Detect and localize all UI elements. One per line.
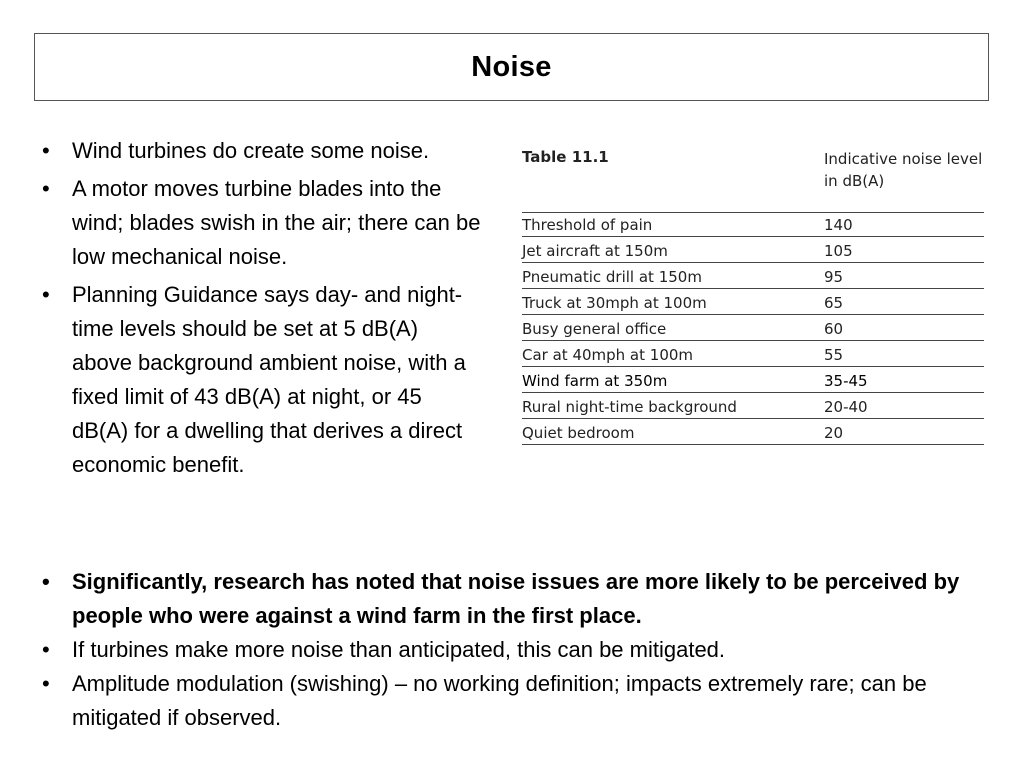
bullet-text: Significantly, research has noted that noise issues are more likely to be perceived by people who were against a wind farm in the first place.	[72, 569, 960, 628]
bottom-bullet-list	[36, 565, 976, 735]
bullet-item	[36, 667, 976, 735]
noise-level: 20-40	[824, 398, 868, 416]
table-row	[522, 289, 984, 315]
bullet-text: Amplitude modulation (swishing) – no working definition; impacts extremely rare; can be mitigated if observed.	[72, 671, 927, 730]
noise-level: 95	[824, 268, 844, 286]
noise-level: 55	[824, 346, 844, 364]
noise-source: Wind farm at 350m	[522, 372, 668, 390]
table-row	[522, 419, 984, 445]
noise-level: 105	[824, 242, 853, 260]
table-header	[522, 148, 984, 212]
top-bullet-list	[36, 134, 484, 486]
bullet-icon: •	[42, 671, 50, 696]
bullet-icon: •	[42, 282, 50, 307]
noise-level: 20	[824, 424, 844, 442]
bullet-icon: •	[42, 176, 50, 201]
noise-source: Busy general office	[522, 320, 667, 338]
table-row	[522, 315, 984, 341]
table-row	[522, 212, 984, 237]
bullet-text: A motor moves turbine blades into the wind; blades swish in the air; there can be low mechanical noise.	[72, 176, 481, 269]
slide-title: Noise	[471, 50, 552, 83]
noise-level: 65	[824, 294, 844, 312]
bullet-item	[36, 633, 976, 667]
noise-source: Pneumatic drill at 150m	[522, 268, 702, 286]
noise-source: Truck at 30mph at 100m	[522, 294, 707, 312]
noise-level: 140	[824, 216, 853, 234]
bullet-text: Wind turbines do create some noise.	[72, 138, 430, 163]
table-row	[522, 393, 984, 419]
noise-source: Rural night-time background	[522, 398, 737, 416]
table-row	[522, 367, 984, 393]
table-row	[522, 341, 984, 367]
noise-source: Jet aircraft at 150m	[522, 242, 668, 260]
noise-source: Car at 40mph at 100m	[522, 346, 694, 364]
bullet-icon: •	[42, 637, 50, 662]
table-caption: Table 11.1	[522, 148, 609, 166]
table-row	[522, 263, 984, 289]
noise-source: Quiet bedroom	[522, 424, 635, 442]
bullet-item	[36, 134, 484, 168]
noise-source: Threshold of pain	[522, 216, 653, 234]
noise-level: 60	[824, 320, 844, 338]
noise-level-table	[522, 148, 984, 445]
bullet-item	[36, 278, 484, 482]
bullet-icon: •	[42, 569, 50, 594]
bullet-icon: •	[42, 138, 50, 163]
bullet-item	[36, 565, 976, 633]
noise-level: 35-45	[824, 372, 868, 390]
bullet-item	[36, 172, 484, 274]
bullet-text: Planning Guidance says day- and night-time levels should be set at 5 dB(A) above background ambient noise, with a fixed limit of 43 dB(A) at night, or 45 dB(A) for a dwelling that derives a direct economic benefit.	[72, 282, 466, 477]
table-row	[522, 237, 984, 263]
title-box	[34, 33, 989, 101]
bullet-text: If turbines make more noise than anticipated, this can be mitigated.	[72, 637, 726, 662]
table-column-header: Indicative noise level in dB(A)	[824, 150, 983, 190]
